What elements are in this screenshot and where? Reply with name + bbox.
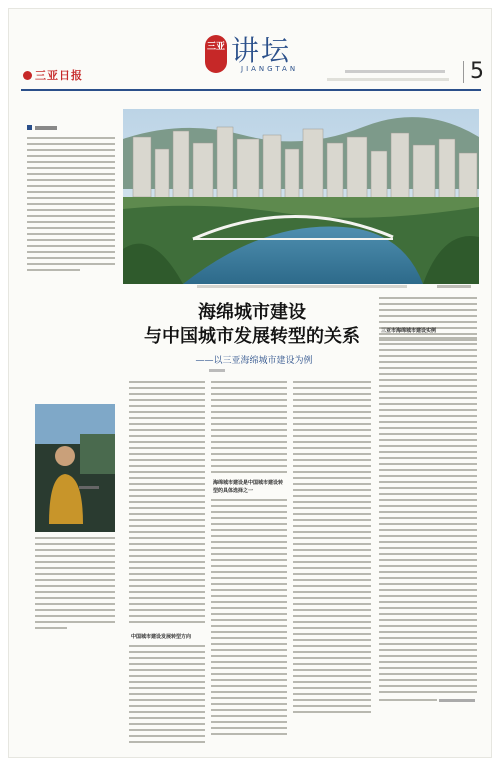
newspaper-logo: [23, 67, 83, 83]
section-title: 讲坛: [231, 34, 292, 67]
right-section-head: 三亚市海绵城市建设实例: [381, 328, 437, 334]
article-subheadline: ——以三亚海绵城市建设为例: [195, 356, 313, 366]
column-marker-icon: [27, 125, 32, 130]
headline-line-1: 海绵城市建设: [198, 302, 306, 323]
section-badge: 三亚: [205, 35, 227, 73]
logo-mark-icon: [23, 71, 32, 80]
dateline: [345, 69, 445, 74]
body-column-1: [129, 381, 205, 627]
section-subtitle: JIANGTAN: [241, 65, 299, 73]
speaker-bio: [35, 537, 115, 633]
body-column-1-cont: [129, 645, 205, 747]
speaker-portrait: [35, 404, 115, 532]
body-column-2-cont: [211, 499, 287, 739]
article-headline: [121, 301, 383, 349]
body-column-3: [293, 381, 371, 717]
photo-caption: [197, 285, 407, 288]
byline: [209, 369, 225, 372]
city-photo: [123, 109, 479, 284]
newspaper-page: [8, 8, 492, 758]
lead-column-text: [27, 137, 115, 275]
headline-line-2: 与中国城市发展转型的关系: [144, 326, 360, 347]
dateline-detail: [327, 78, 449, 81]
author-signature: [439, 699, 475, 702]
page-number: 5: [463, 61, 484, 83]
masthead-rule: [21, 89, 481, 91]
photo-credit: [437, 285, 471, 288]
right-column-text: [379, 337, 477, 697]
masthead: [9, 9, 492, 87]
section-head-2: 海绵城市建设是中国城市建设转型的具体选择之一: [213, 480, 284, 494]
body-column-2: [211, 381, 287, 477]
right-column-text-bottom: [379, 699, 437, 705]
logo-text: 三亚日报: [35, 69, 83, 82]
section-head-1: 中国城市建设发展转型方向: [131, 634, 192, 640]
lead-column-head: [27, 125, 57, 132]
